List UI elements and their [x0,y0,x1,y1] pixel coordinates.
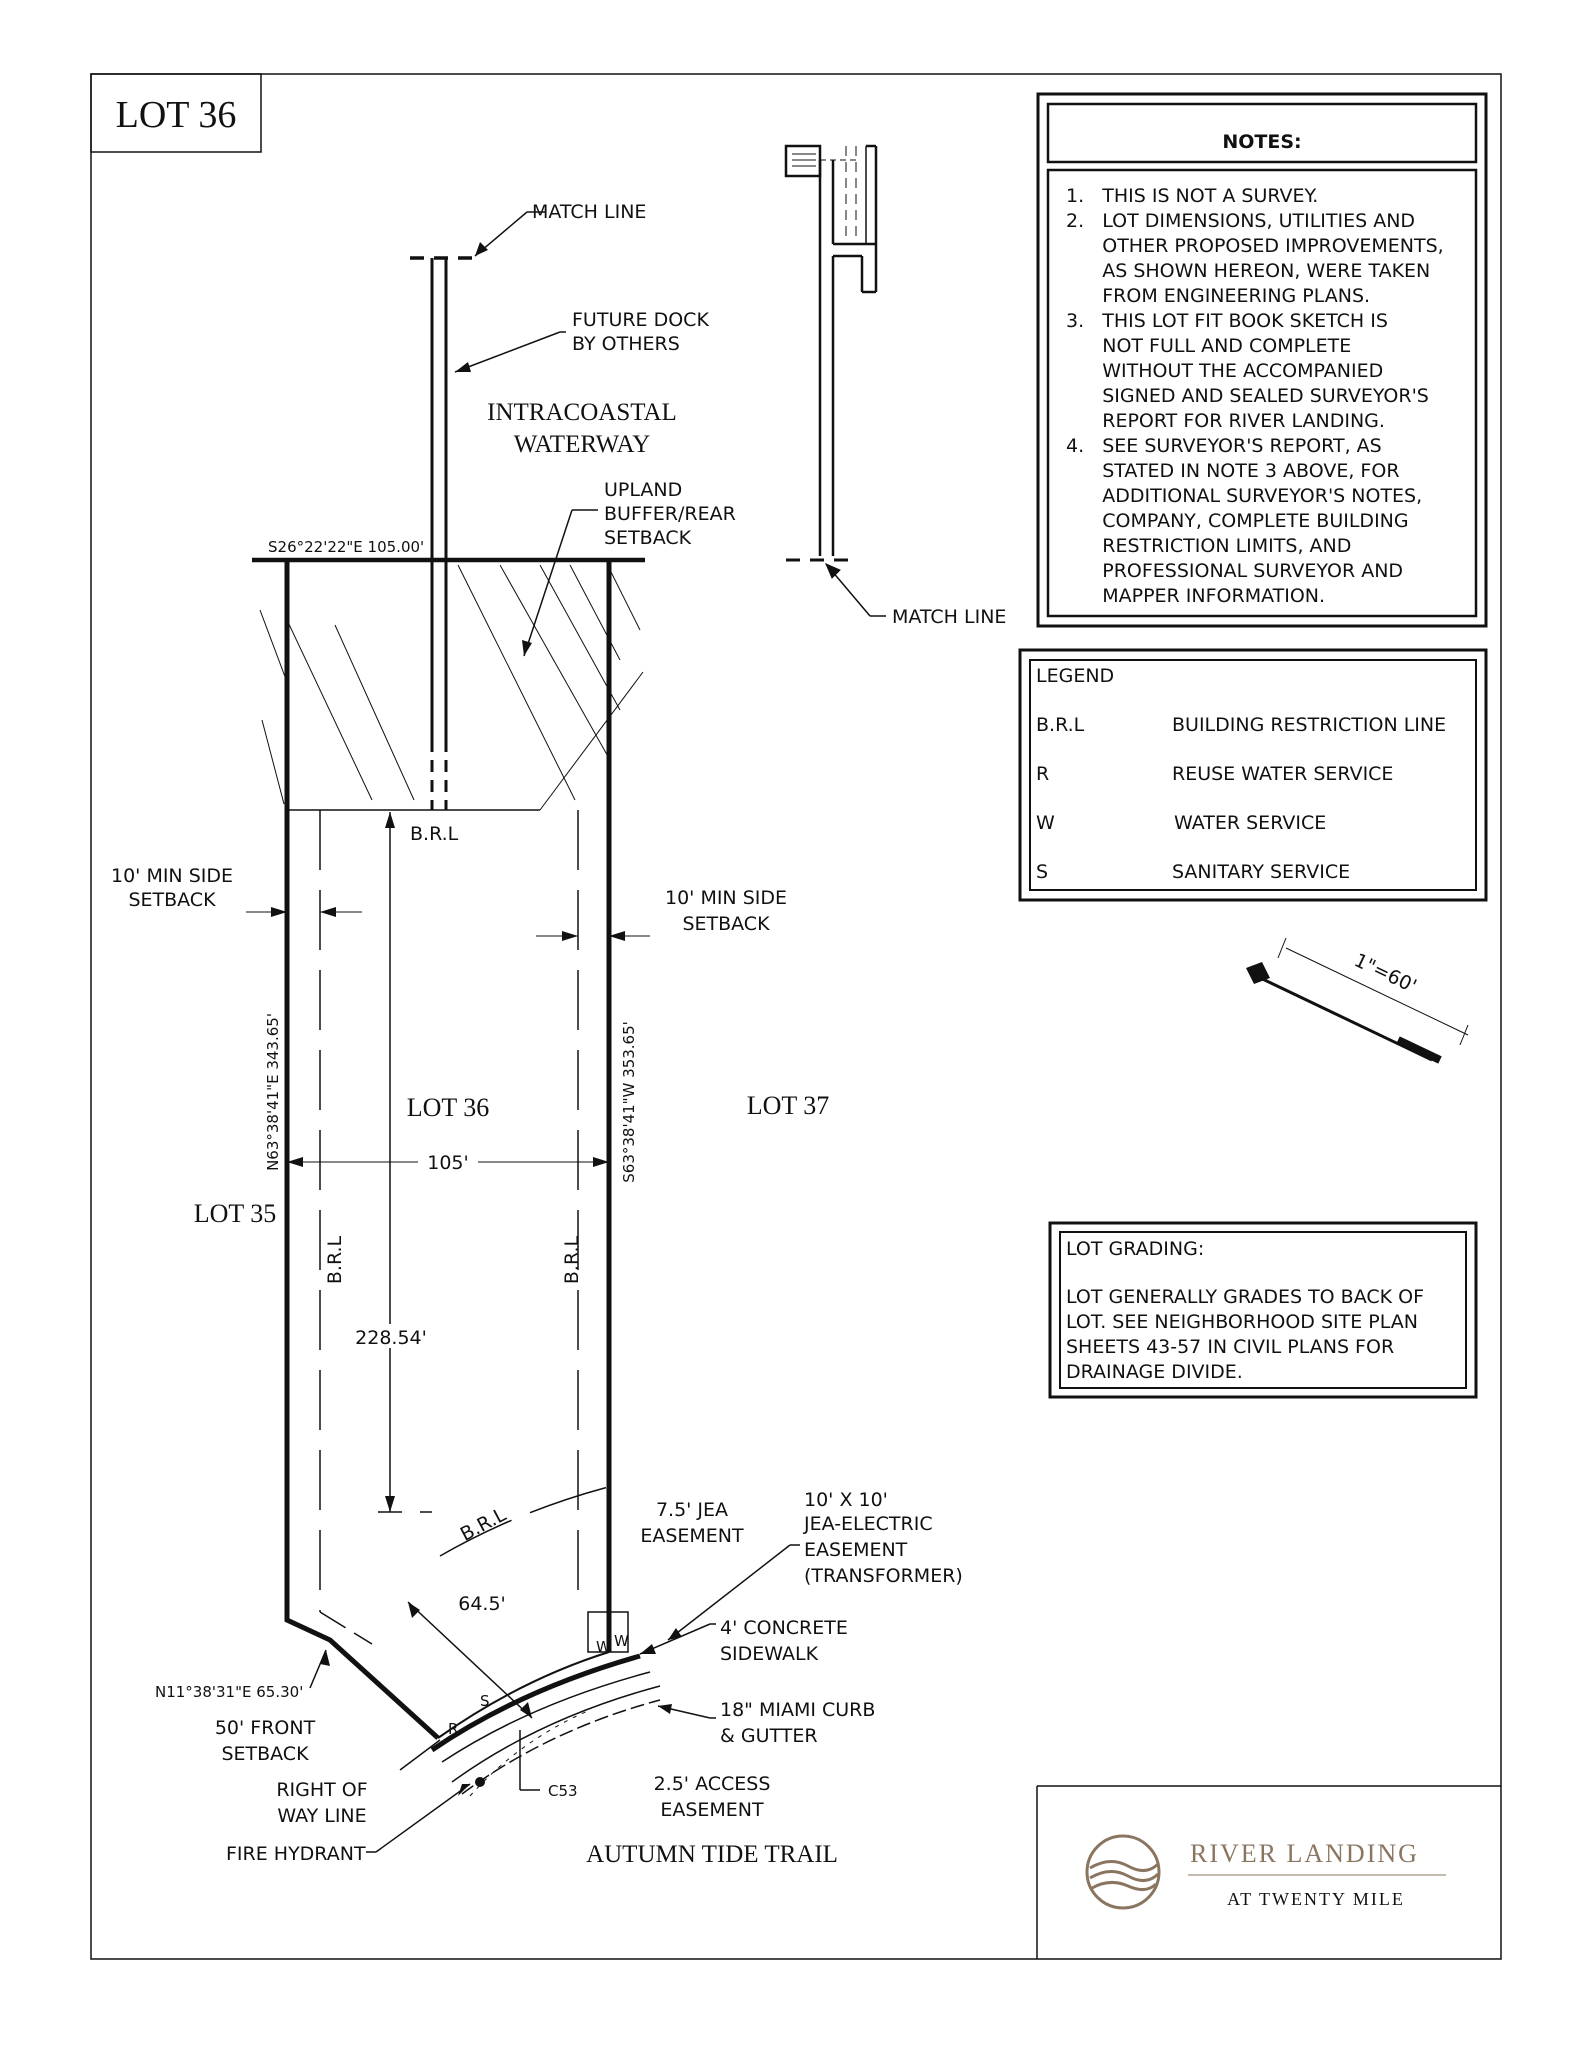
electric-easement-label: JEA-ELECTRIC [804,1513,933,1535]
util-w-label: W [596,1638,611,1656]
scale-label: 1"=60' [1350,949,1420,998]
grading-line: LOT GENERALLY GRADES TO BACK OF [1066,1286,1425,1308]
notes-heading: NOTES: [1222,131,1302,153]
rear-bearing-label: S26°22'22"E 105.00' [268,538,425,556]
note-line: MAPPER INFORMATION. [1066,585,1326,607]
brl-right-label: B.R.L [561,1235,583,1285]
logo-name: RIVER LANDING [1190,1839,1419,1868]
note-line: WITHOUT THE ACCOMPANIED [1066,360,1384,382]
note-line: OTHER PROPOSED IMPROVEMENTS, [1066,235,1444,257]
curb-label: & GUTTER [720,1725,818,1747]
scale-bar [1246,938,1468,1060]
legend-desc: REUSE WATER SERVICE [1172,763,1394,785]
side-setback-right-label: 10' MIN SIDE [665,887,787,909]
legend-code: B.R.L [1036,714,1085,736]
notes-box [1038,94,1486,626]
legend-desc: BUILDING RESTRICTION LINE [1172,714,1447,736]
logo-box [1037,1786,1501,1959]
grading-line: DRAINAGE DIVIDE. [1066,1361,1243,1383]
upland-buffer-label: SETBACK [604,527,692,549]
legend-box [1020,650,1486,900]
util-w-label: W [614,1632,629,1650]
left-bearing-label: N63°38'41"E 343.65' [264,1013,282,1171]
note-line: PROFESSIONAL SURVEYOR AND [1066,560,1404,582]
brl-left-label: B.R.L [324,1235,346,1285]
front-setback-label: 50' FRONT [214,1717,316,1739]
front-setback-label: SETBACK [221,1743,309,1765]
grading-heading: LOT GRADING: [1066,1238,1205,1260]
depth-dim-label: 228.54' [355,1327,427,1349]
jea-easement-label: 7.5' JEA [655,1499,729,1521]
note-line: ADDITIONAL SURVEYOR'S NOTES, [1066,485,1423,507]
util-r-label: R [448,1720,459,1738]
waterway-label: INTRACOASTAL [487,399,677,426]
grading-line: LOT. SEE NEIGHBORHOOD SITE PLAN [1066,1311,1418,1333]
legend-heading: LEGEND [1036,665,1115,687]
note-line: FROM ENGINEERING PLANS. [1066,285,1371,307]
note-line: NOT FULL AND COMPLETE [1066,335,1352,357]
note-line: REPORT FOR RIVER LANDING. [1066,410,1385,432]
side-setback-right-label: SETBACK [682,913,770,935]
match-line-top-label: MATCH LINE [532,201,647,223]
fire-hydrant-icon [475,1777,485,1787]
sidewalk-label: SIDEWALK [720,1643,819,1665]
right-of-way-label: WAY LINE [277,1805,367,1827]
legend-code: W [1036,812,1055,834]
lot-36-label: LOT 36 [406,1093,490,1122]
access-easement-label: 2.5' ACCESS [653,1773,771,1795]
note-line: STATED IN NOTE 3 ABOVE, FOR [1066,460,1400,482]
street-name-label: AUTUMN TIDE TRAIL [586,1841,838,1868]
note-line: COMPANY, COMPLETE BUILDING [1066,510,1409,532]
note-line: SIGNED AND SEALED SURVEYOR'S [1066,385,1429,407]
electric-easement-label: 10' X 10' [804,1489,888,1511]
legend-desc: WATER SERVICE [1174,812,1327,834]
legend-desc: SANITARY SERVICE [1172,861,1351,883]
waterway-label: WATERWAY [513,431,651,458]
sidewalk-label: 4' CONCRETE [720,1617,848,1639]
note-line: 4. SEE SURVEYOR'S REPORT, AS [1066,435,1382,457]
lot-37-label: LOT 37 [746,1091,830,1120]
grading-line: SHEETS 43-57 IN CIVIL PLANS FOR [1066,1336,1395,1358]
note-line: RESTRICTION LIMITS, AND [1066,535,1352,557]
fire-hydrant-label: FIRE HYDRANT [226,1843,366,1865]
notes-lines [1066,185,1444,607]
future-dock-label: BY OTHERS [572,333,680,355]
legend-code: R [1036,763,1050,785]
front-bearing-label: N11°38'31"E 65.30' [155,1683,304,1701]
future-dock-label: FUTURE DOCK [572,309,709,331]
electric-easement-label: (TRANSFORMER) [804,1565,963,1587]
curb-label: 18" MIAMI CURB [720,1699,876,1721]
river-landing-logo-icon [1087,1836,1159,1908]
title-box-text: LOT 36 [115,94,237,136]
front-dim-label: 64.5' [458,1593,506,1615]
note-line: 2. LOT DIMENSIONS, UTILITIES AND [1066,210,1416,232]
note-line: 3. THIS LOT FIT BOOK SKETCH IS [1066,310,1388,332]
note-line: 1. THIS IS NOT A SURVEY. [1066,185,1319,207]
width-dim-label: 105' [427,1152,469,1174]
upland-buffer-label: UPLAND [604,479,683,501]
access-easement-label: EASEMENT [660,1799,764,1821]
match-line-inset-label: MATCH LINE [892,606,1007,628]
lot-35-label: LOT 35 [193,1199,277,1228]
brl-top-label: B.R.L [410,823,459,845]
upland-buffer-label: BUFFER/REAR [604,503,736,525]
electric-easement-label: EASEMENT [804,1539,908,1561]
lot-drawing [246,258,660,1796]
leader-arrows [320,242,682,1796]
leaders [310,212,800,1852]
side-setback-left-label: 10' MIN SIDE [111,865,233,887]
legend-code: S [1036,861,1049,883]
note-line: AS SHOWN HEREON, WERE TAKEN [1066,260,1431,282]
brl-front-label: B.R.L [456,1503,510,1546]
right-bearing-label: S63°38'41"W 353.65' [620,1021,638,1183]
right-of-way-label: RIGHT OF [276,1779,368,1801]
jea-easement-label: EASEMENT [640,1525,744,1547]
side-setback-left-label: SETBACK [128,889,216,911]
dock-inset [786,146,886,616]
util-s-label: S [480,1692,490,1710]
logo-sub: AT TWENTY MILE [1227,1889,1405,1909]
c53-label: C53 [548,1782,578,1800]
grading-box [1050,1223,1476,1397]
